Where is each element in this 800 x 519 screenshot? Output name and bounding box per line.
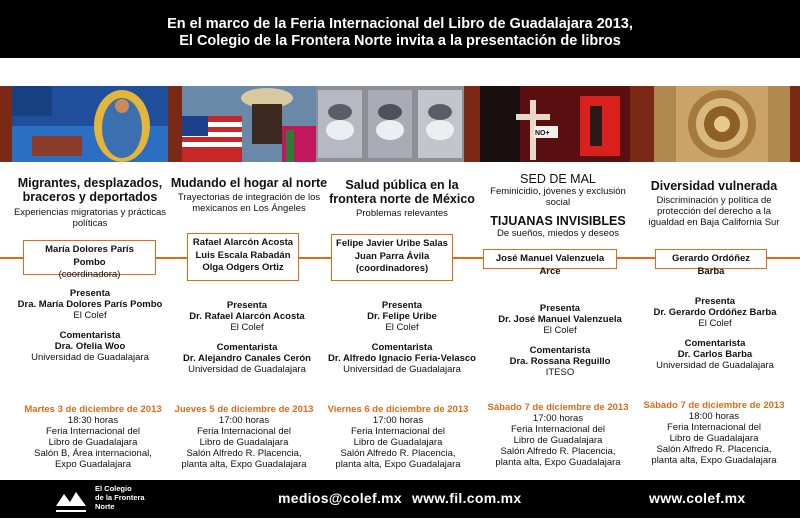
book-3-venue-2: Libro de Guadalajara <box>353 437 443 448</box>
book-3-venue-3: Salón Alfredo R. Placencia, <box>340 448 456 459</box>
book-4-presenter: Dr. José Manuel Valenzuela <box>498 314 622 325</box>
book-5-title: Diversidad vulnerada <box>650 179 778 193</box>
book-4-title: SED DE MAL <box>520 172 596 186</box>
book-3-comenta-label: Comentarista <box>371 342 433 353</box>
book-4-subtitle: Feminicidio, jóvenes y exclusión social <box>490 186 626 208</box>
header-line-1: En el marco de la Feria Internacional del Libro de Guadalajara 2013, <box>167 16 633 32</box>
book-4-venue-1: Feria Internacional del <box>511 424 605 435</box>
book-1-presenter-inst: El Colef <box>73 310 107 321</box>
book-2-title: Mudando el hogar al norte <box>170 176 328 190</box>
book-4-schedule <box>478 402 638 468</box>
book-1-presenter: Dra. María Dolores París Pombo <box>17 299 163 310</box>
book-1-venue-2: Libro de Guadalajara <box>48 437 138 448</box>
logo-line-1: El Colegio <box>95 484 132 493</box>
book-5-presenta-label: Presenta <box>694 296 736 307</box>
sed-de-mal-image <box>480 86 630 162</box>
book-2-date: Jueves 5 de diciembre de 2013 <box>174 404 314 415</box>
book-2-heading <box>168 170 330 214</box>
book-5-presentation <box>640 296 790 371</box>
woven-pattern-image <box>654 86 790 162</box>
logo-line-3: Norte <box>95 502 115 511</box>
flag-protest-image <box>182 86 316 162</box>
book-2-presenter-inst: El Colef <box>230 322 264 333</box>
book-3-commentator-inst: Universidad de Guadalajara <box>343 364 461 375</box>
book-2-subtitle: Trayectorias de integración de los mexicanos en Los Ángeles <box>177 192 321 214</box>
book-3-title: Salud pública en la frontera norte de México <box>329 178 475 206</box>
book-2-presentation <box>164 300 330 375</box>
book-1-title: Migrantes, desplazados, braceros y deportados <box>17 176 163 204</box>
book-3-author-role: (coordinadores) <box>355 263 429 274</box>
fil-link[interactable]: www.fil.com.mx <box>412 490 522 506</box>
book-4-presenter-inst: El Colef <box>543 325 577 336</box>
book-2-venue-1: Feria Internacional del <box>197 426 291 437</box>
book-4-subtitle-2: De sueños, miedos y deseos <box>497 228 619 239</box>
book-2-venue-3: Salón Alfredo R. Placencia, <box>186 448 302 459</box>
book-3-commentator: Dr. Alfredo Ignacio Feria-Velasco <box>327 353 476 364</box>
book-1-author: María Dolores París Pombo <box>45 244 134 268</box>
book-3-presentation <box>318 300 486 375</box>
book-2-venue-4: planta alta, Expo Guadalajara <box>181 459 307 470</box>
book-4-presentation <box>480 303 640 378</box>
book-2-time: 17:00 horas <box>218 415 270 426</box>
book-1-venue-4: Expo Guadalajara <box>54 459 132 470</box>
book-3-authors-box <box>331 234 453 281</box>
book-1-subtitle: Experiencias migratorias y prácticas políticas <box>13 207 167 229</box>
book-3-venue-1: Feria Internacional del <box>351 426 445 437</box>
book-1-commentator: Dra. Ofelia Woo <box>54 341 126 352</box>
book-5-heading <box>640 170 788 228</box>
book-5-venue-1: Feria Internacional del <box>667 422 761 433</box>
book-1-schedule <box>10 404 176 470</box>
book-3-subtitle: Problemas relevantes <box>356 208 448 219</box>
book-3-author-1: Felipe Javier Uribe Salas <box>336 238 448 249</box>
book-2-author-3: Olga Odgers Ortiz <box>202 262 284 273</box>
book-2-commentator: Dr. Alejandro Canales Cerón <box>183 353 311 364</box>
logo-line-2: de la Frontera <box>95 493 145 502</box>
face-masks-image <box>316 86 464 162</box>
book-1-time: 18:30 horas <box>67 415 119 426</box>
book-1-venue-3: Salón B, Área internacional, <box>34 448 152 459</box>
book-1-comenta-label: Comentarista <box>59 330 121 341</box>
book-2-schedule <box>164 404 324 470</box>
book-5-author: Gerardo Ordóñez Barba <box>671 253 751 277</box>
book-2-author-1: Rafael Alarcón Acosta <box>192 237 294 248</box>
book-1-author-role: (coordinadora) <box>58 269 121 280</box>
book-5-venue-3: Salón Alfredo R. Placencia, <box>656 444 772 455</box>
book-5-date: Sábado 7 de diciembre de 2013 <box>643 400 785 411</box>
book-2-authors-box <box>187 233 299 281</box>
book-3-time: 17:00 horas <box>372 415 424 426</box>
book-1-heading <box>10 170 170 229</box>
book-2-presenter: Dr. Rafael Alarcón Acosta <box>189 311 305 322</box>
book-3-presenter-inst: El Colef <box>385 322 419 333</box>
colef-logo-text <box>95 484 145 511</box>
book-4-title-2: TIJUANAS INVISIBLES <box>490 214 626 228</box>
book-5-venue-4: planta alta, Expo Guadalajara <box>651 455 777 466</box>
book-4-authors-box <box>483 249 617 277</box>
book-2-venue-2: Libro de Guadalajara <box>199 437 289 448</box>
book-3-presenter: Dr. Felipe Uribe <box>367 311 437 322</box>
header-bar <box>0 0 800 58</box>
book-2-comenta-label: Comentarista <box>216 342 278 353</box>
book-5-schedule <box>638 400 790 466</box>
book-4-time: 17:00 horas <box>532 413 584 424</box>
book-5-presenter-inst: El Colef <box>698 318 732 329</box>
book-5-venue-2: Libro de Guadalajara <box>669 433 759 444</box>
no-mas-sign: NO+ <box>535 130 550 137</box>
email-link[interactable]: medios@colef.mx <box>278 490 402 506</box>
book-4-date: Sábado 7 de diciembre de 2013 <box>487 402 629 413</box>
book-2-commentator-inst: Universidad de Guadalajara <box>188 364 306 375</box>
book-1-venue-1: Feria Internacional del <box>46 426 140 437</box>
book-2-author-2: Luis Escala Rabadán <box>195 249 291 261</box>
book-1-presenta-label: Presenta <box>69 288 111 299</box>
book-1-presentation <box>10 288 170 363</box>
book-5-time: 18:00 horas <box>688 411 740 422</box>
book-5-commentator-inst: Universidad de Guadalajara <box>656 360 774 371</box>
book-5-commentator: Dr. Carlos Barba <box>677 349 753 360</box>
book-4-heading <box>478 172 638 239</box>
book-4-venue-3: Salón Alfredo R. Placencia, <box>500 446 616 457</box>
book-3-venue-4: planta alta, Expo Guadalajara <box>335 459 461 470</box>
book-5-subtitle: Discriminación y política de protección del derecho a la igualdad en Baja California Sur <box>648 195 780 228</box>
book-4-venue-2: Libro de Guadalajara <box>513 435 603 446</box>
book-5-presenter: Dr. Gerardo Ordóñez Barba <box>653 307 777 318</box>
header-line-2: El Colegio de la Frontera Norte invita a la presentación de libros <box>179 33 621 49</box>
book-5-comenta-label: Comentarista <box>684 338 746 349</box>
book-2-presenta-label: Presenta <box>226 300 268 311</box>
book-1-commentator-inst: Universidad de Guadalajara <box>31 352 149 363</box>
book-4-venue-4: planta alta, Expo Guadalajara <box>495 457 621 468</box>
photo-band <box>0 86 800 162</box>
book-4-commentator: Dra. Rossana Reguillo <box>509 356 611 367</box>
book-4-author: José Manuel Valenzuela Arce <box>495 253 605 277</box>
book-3-schedule <box>318 404 478 470</box>
book-3-heading <box>328 170 476 219</box>
virgin-mural-image <box>12 86 168 162</box>
book-4-presenta-label: Presenta <box>539 303 581 314</box>
book-4-commentator-inst: ITESO <box>545 367 575 378</box>
book-1-authors-box <box>23 240 156 280</box>
book-3-author-2: Juan Parra Ávila <box>354 250 430 262</box>
colef-logo-icon <box>54 484 88 514</box>
book-4-comenta-label: Comentarista <box>529 345 591 356</box>
book-1-date: Martes 3 de diciembre de 2013 <box>24 404 162 415</box>
book-5-authors-box <box>655 249 767 277</box>
book-3-date: Viernes 6 de diciembre de 2013 <box>327 404 469 415</box>
colef-web-link[interactable]: www.colef.mx <box>649 490 746 506</box>
book-3-presenta-label: Presenta <box>381 300 423 311</box>
